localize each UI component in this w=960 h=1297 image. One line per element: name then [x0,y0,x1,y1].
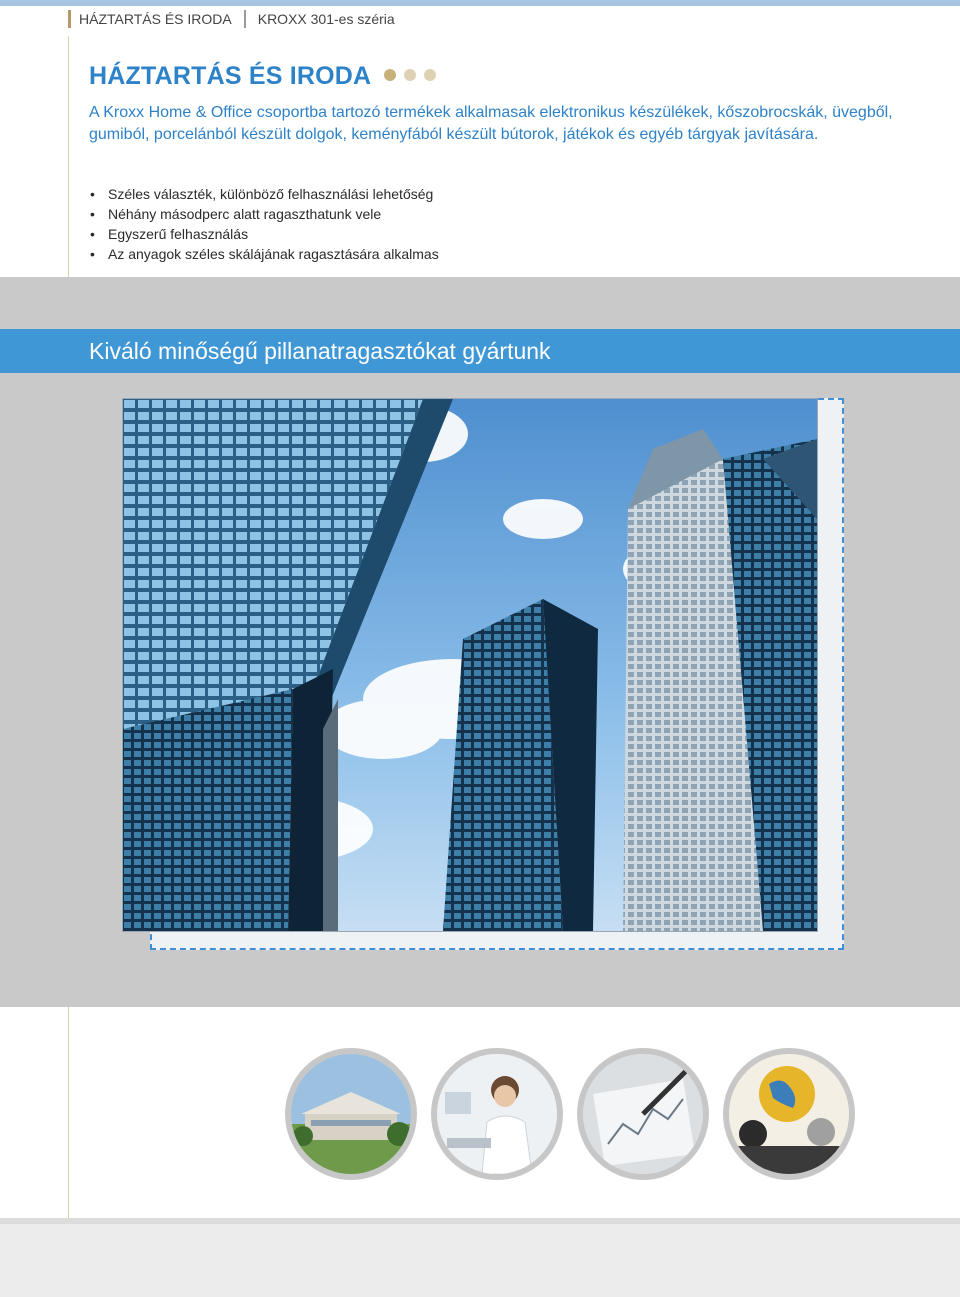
thumb-chart-pen-photo [577,1048,709,1180]
thumb-globe-team-photo [723,1048,855,1180]
breadcrumb [68,10,395,28]
tagline-text: Kiváló minőségű pillanatragasztókat gyártunk [89,338,551,364]
feature-item: • Néhány másodperc alatt ragaszthatunk vele [90,204,439,224]
title-dot [424,69,436,81]
breadcrumb-section[interactable]: HÁZTARTÁS ÉS IRODA [79,11,232,27]
feature-list [90,184,439,264]
feature-item: • Egyszerű felhasználás [90,224,439,244]
skyscrapers-photo [122,398,818,932]
thumb-building-photo [285,1048,417,1180]
title-dot [404,69,416,81]
bottom-gray-band [0,1224,960,1297]
breadcrumb-series[interactable]: KROXX 301-es széria [257,11,395,27]
breadcrumb-separator [244,10,246,28]
page-title: HÁZTARTÁS ÉS IRODA [89,62,372,90]
feature-item: • Széles választék, különböző felhasználási lehetőség [90,184,439,204]
thumb-office-photo [431,1048,563,1180]
intro-paragraph: A Kroxx Home & Office csoportba tartozó termékek alkalmasak elektronikus készülékek, kőszobrocskák, üvegből, gumiból, porcelánból készült dolgok, keményfából készült bútorok, játékok és egyéb tárgyak javítására. [89,104,893,143]
tagline-banner [0,329,960,373]
title-dot [384,69,396,81]
title-dots-decoration [384,69,444,81]
feature-item: • Az anyagok széles skálájának ragasztására alkalmas [90,244,439,264]
breadcrumb-marker [68,10,71,28]
top-accent-bar [0,0,960,6]
